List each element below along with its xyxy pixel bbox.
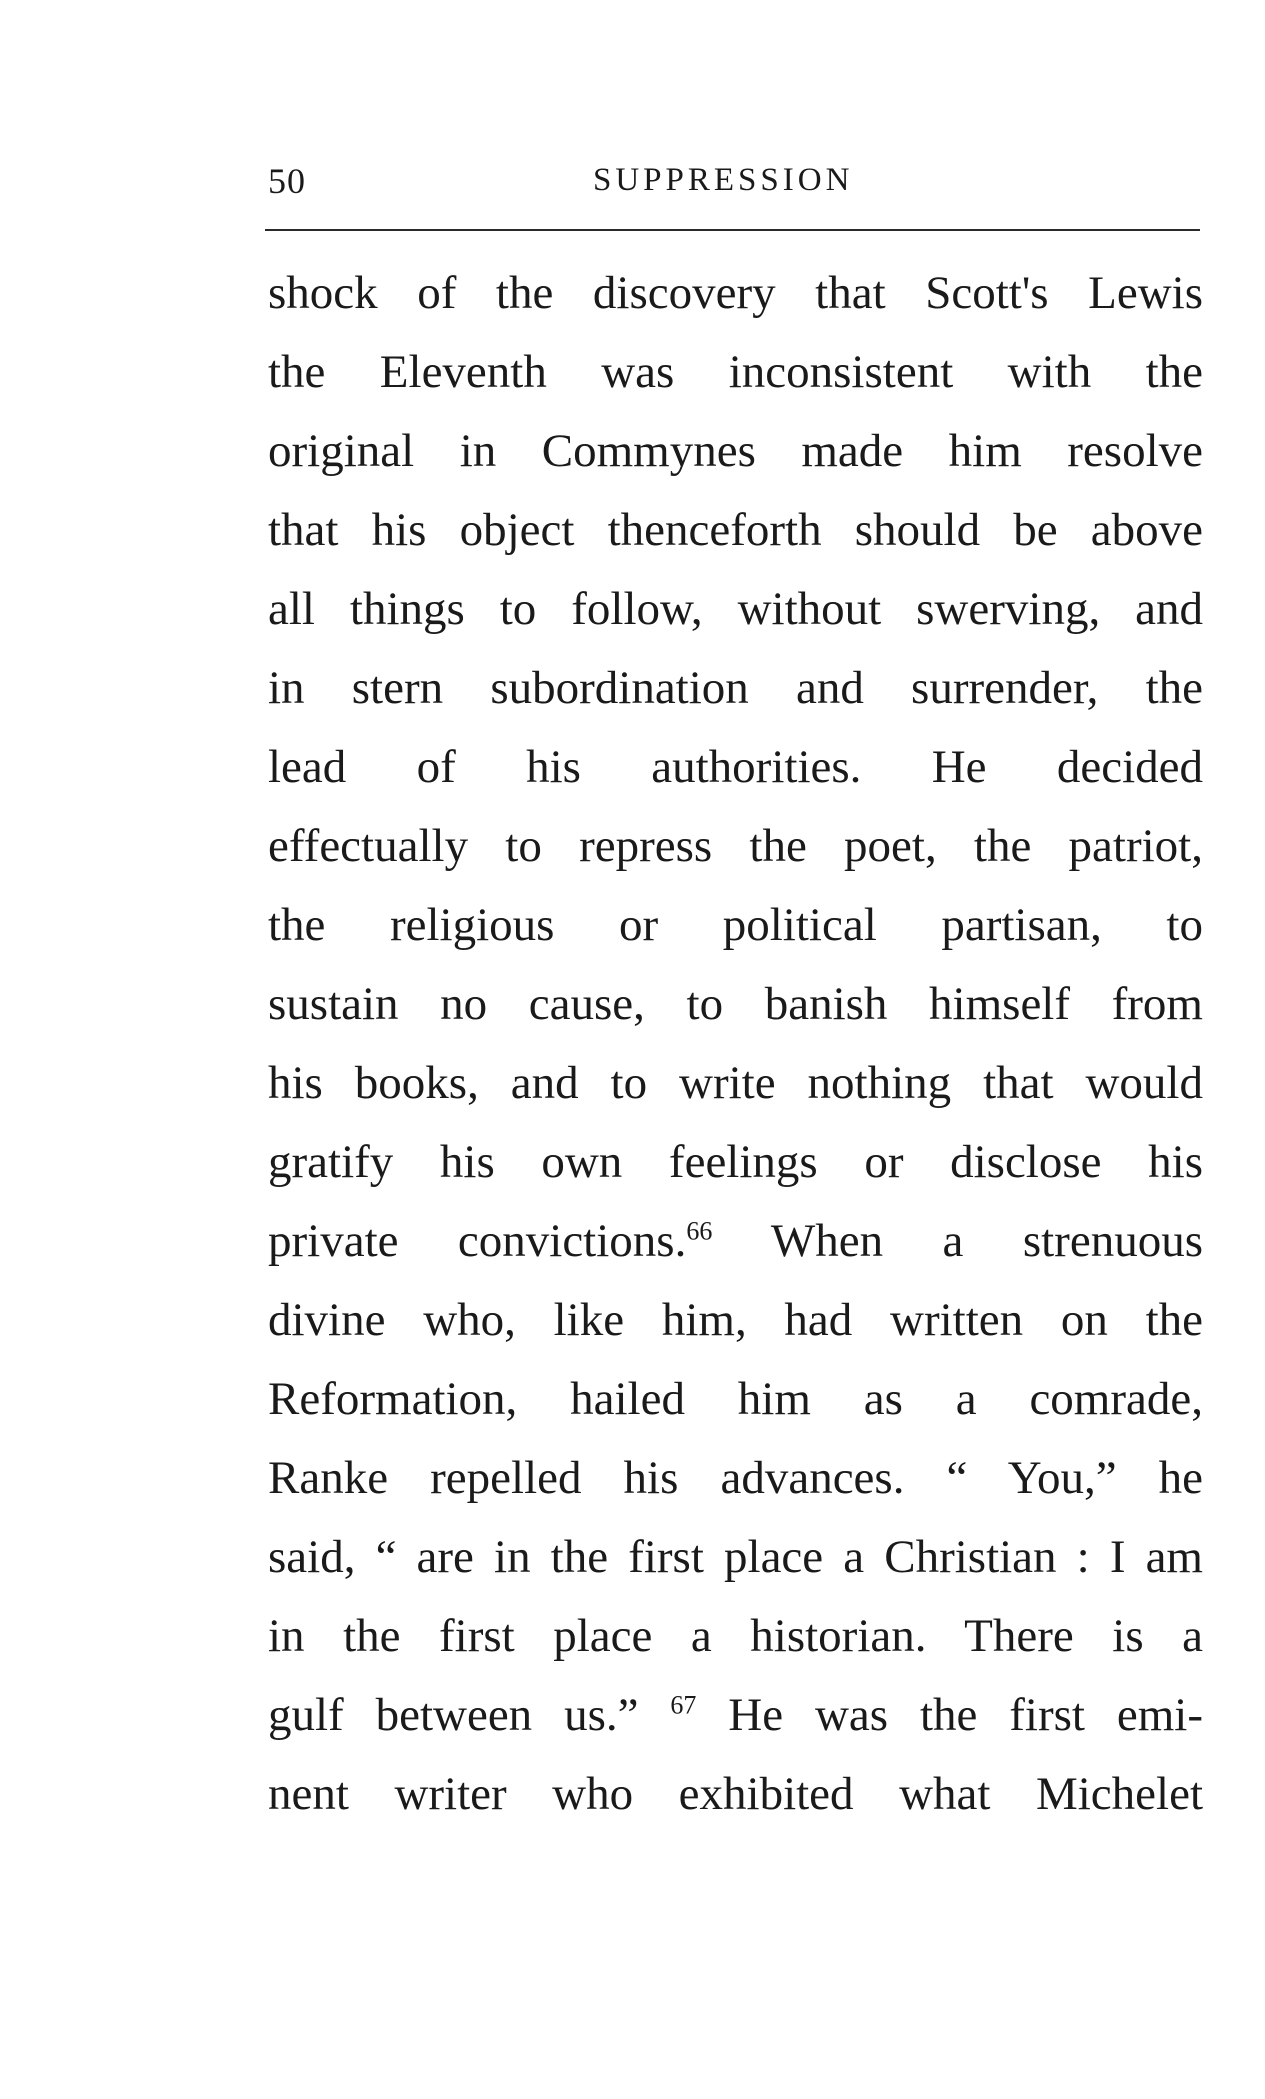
text-line: gratify his own feelings or disclose his	[268, 1136, 1203, 1188]
text-line: said, “ are in the first place a Christian : I am	[268, 1531, 1203, 1583]
text-line: in stern subordination and surrender, the	[268, 662, 1203, 714]
page-header	[268, 160, 1200, 212]
text-line: Reformation, hailed him as a comrade,	[268, 1373, 1203, 1425]
text-line: all things to follow, without swerving, and	[268, 583, 1203, 635]
text-line: divine who, like him, had written on the	[268, 1294, 1203, 1346]
text-line: his books, and to write nothing that would	[268, 1057, 1203, 1109]
line-text: gulf between us.”	[268, 1689, 671, 1741]
text-line: in the first place a historian. There is a	[268, 1610, 1203, 1662]
text-line	[268, 1202, 1203, 1281]
line-text: When a strenuous	[712, 1215, 1203, 1267]
text-line: shock of the discovery that Scott's Lewis	[268, 267, 1203, 319]
text-line: lead of his authorities. He decided	[268, 741, 1203, 793]
page-number: 50	[268, 161, 306, 201]
line-text: He was the first emi-	[696, 1689, 1203, 1741]
running-head: SUPPRESSION	[593, 162, 854, 198]
text-line: effectually to repress the poet, the patriot,	[268, 820, 1203, 872]
text-line: nent writer who exhibited what Michelet	[268, 1768, 1203, 1820]
text-line: the religious or political partisan, to	[268, 899, 1203, 951]
body-text	[268, 254, 1203, 1834]
footnote-marker: 67	[670, 1690, 697, 1720]
text-line: that his object thenceforth should be above	[268, 504, 1203, 556]
header-rule	[265, 229, 1200, 231]
text-line	[268, 1676, 1203, 1755]
text-line: original in Commynes made him resolve	[268, 425, 1203, 477]
text-line: sustain no cause, to banish himself from	[268, 978, 1203, 1030]
text-line: Ranke repelled his advances. “ You,” he	[268, 1452, 1203, 1504]
line-text: private convictions.	[268, 1215, 687, 1267]
text-line: the Eleventh was inconsistent with the	[268, 346, 1203, 398]
footnote-marker: 66	[686, 1216, 713, 1246]
